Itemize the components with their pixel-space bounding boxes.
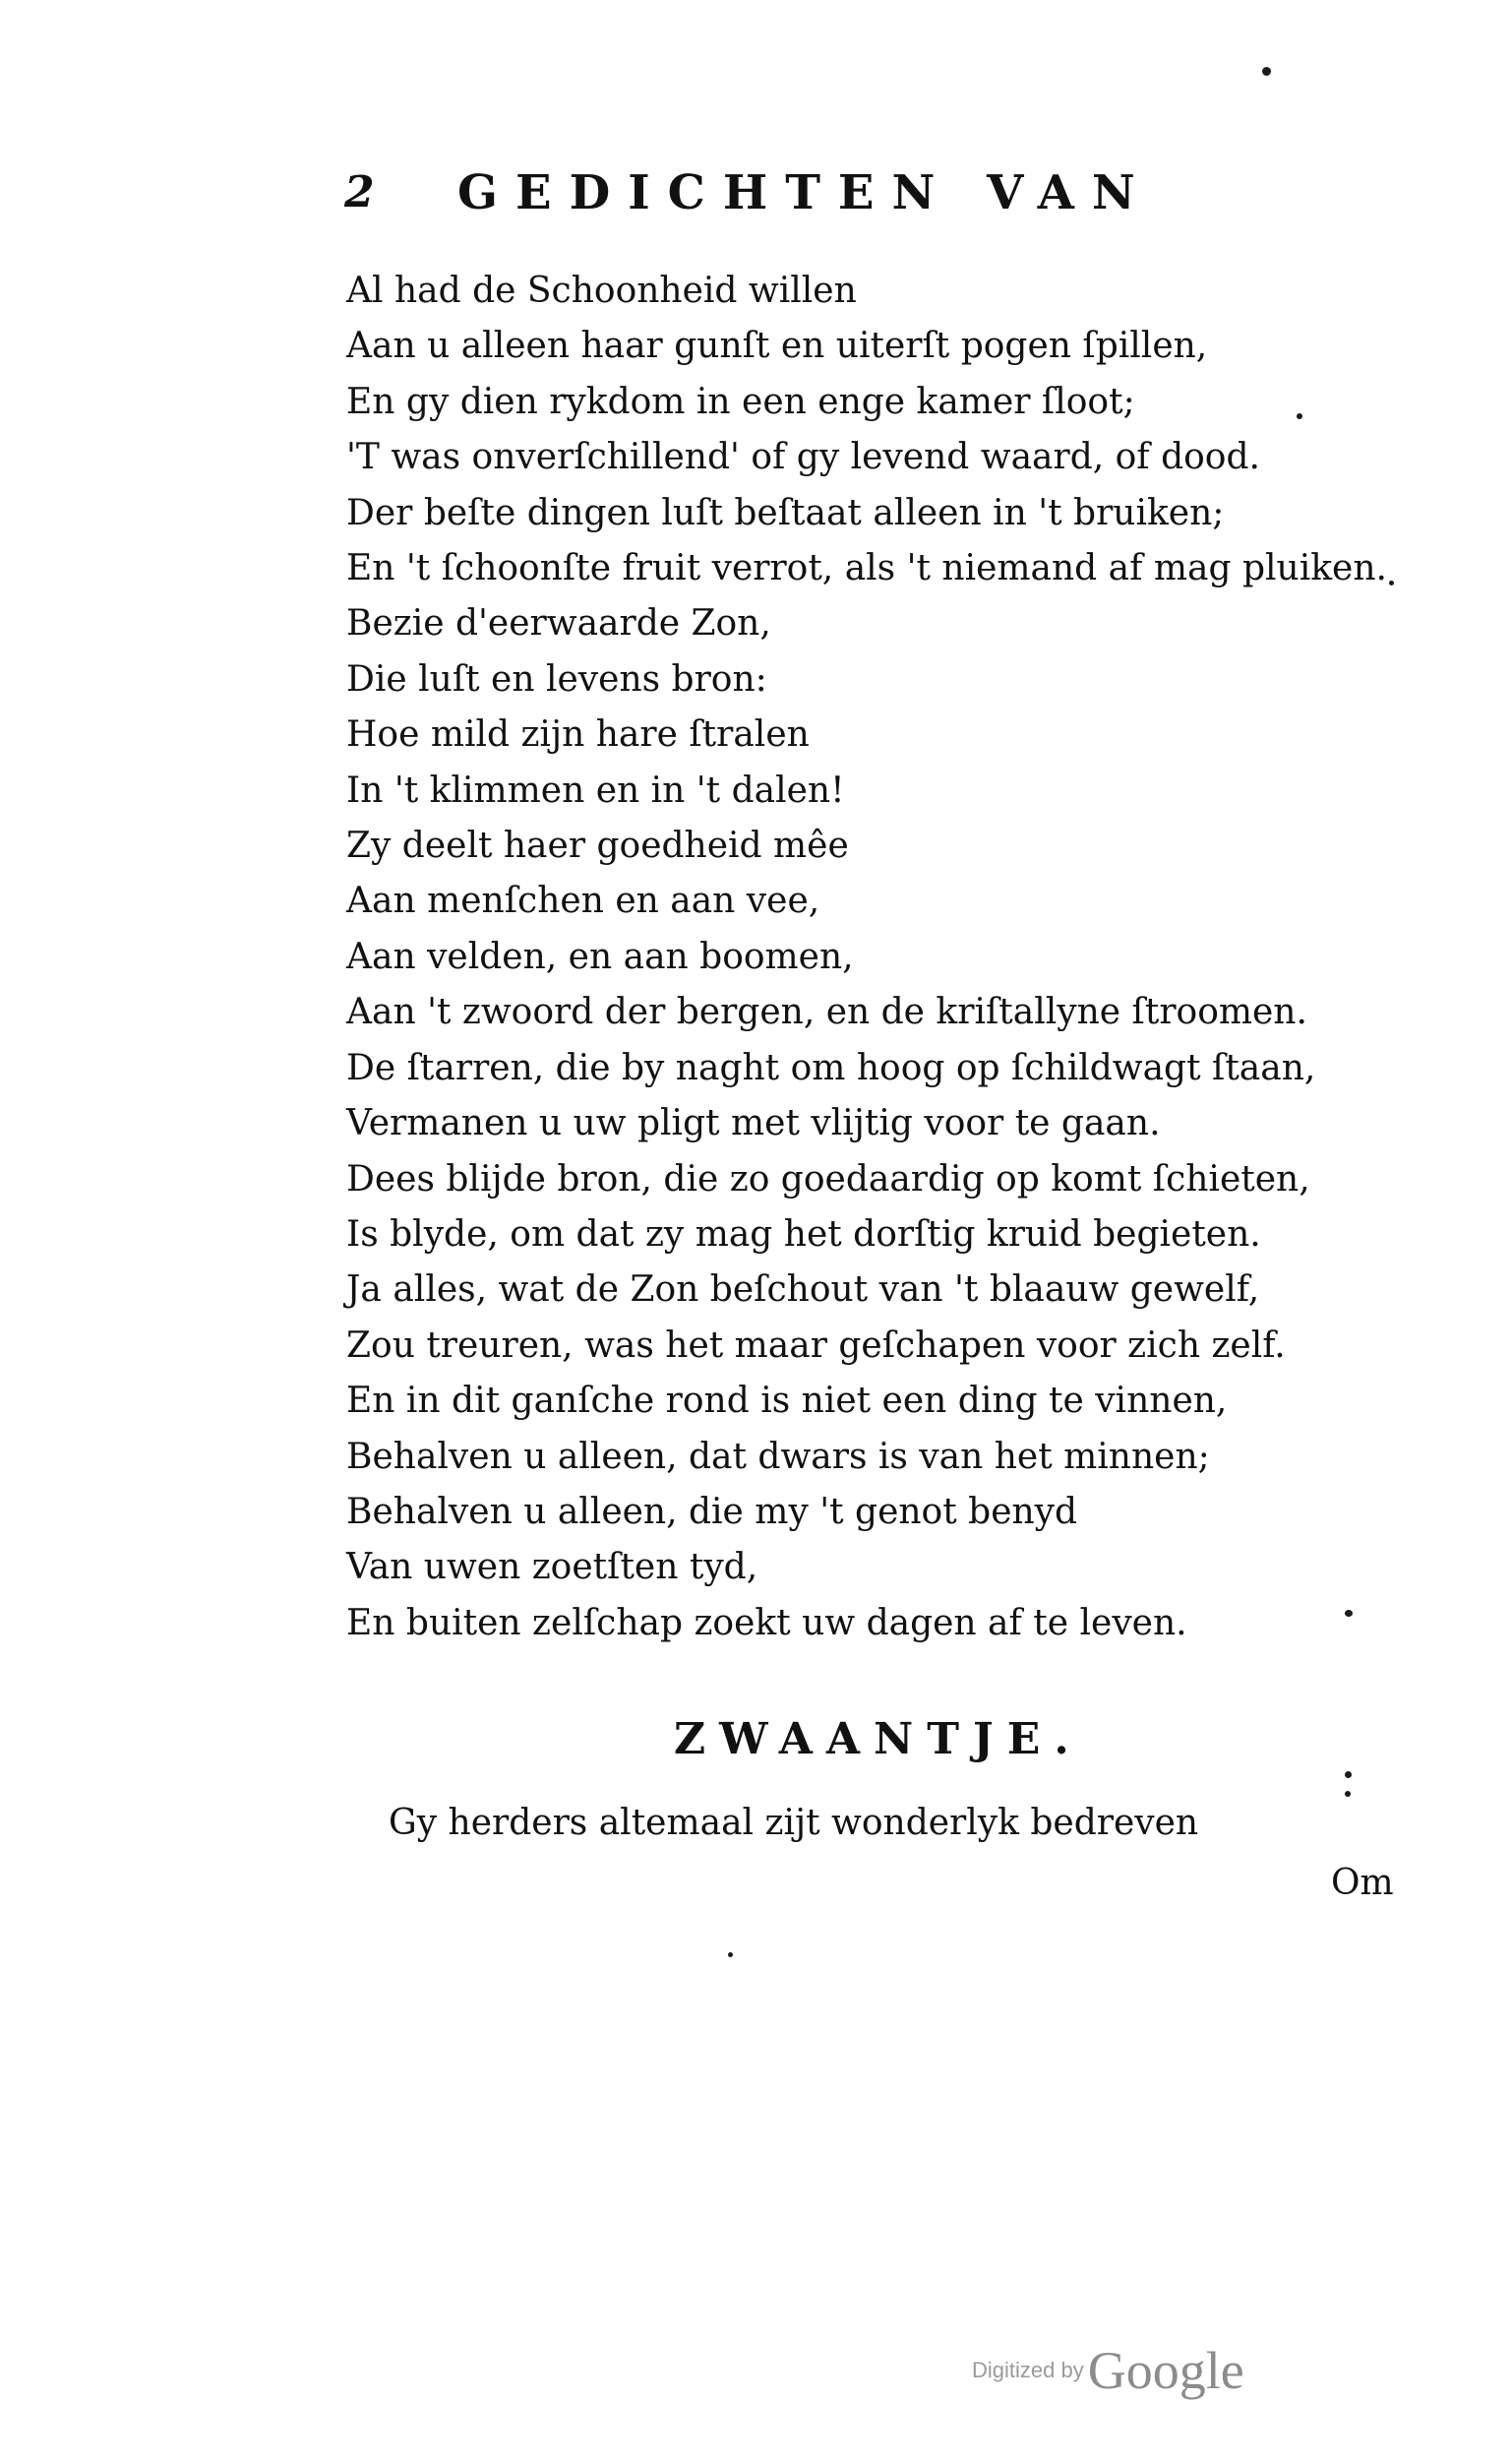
poem-line: Die luſt en levens bron: [346, 658, 767, 700]
watermark-small-text: Digitized by [972, 2358, 1084, 2382]
digitized-watermark [972, 2340, 1244, 2401]
poem-line: Bezie d'eerwaarde Zon, [346, 603, 771, 645]
catchword: Om [1331, 1863, 1394, 1903]
poem-line: Ja alles, wat de Zon beſchout van 't blaauw gewelf, [346, 1269, 1260, 1311]
poem-line: Dees blijde bron, die zo goedaardig op komt ſchieten, [346, 1158, 1310, 1200]
poem-line: Aan 't zwoord der bergen, en de kriſtallyne ſtroomen. [346, 992, 1307, 1033]
poem-line: Aan menſchen en aan vee, [346, 881, 820, 922]
ink-speck [1345, 1791, 1351, 1797]
running-head: GEDICHTEN VAN [457, 165, 1153, 220]
poem-line: Van uwen zoetſten tyd, [346, 1547, 758, 1588]
ink-speck [1345, 1771, 1352, 1778]
poem-line: 'T was onverſchillend' of gy levend waard, of dood. [346, 437, 1260, 478]
poem-line: En buiten zelſchap zoekt uw dagen af te leven. [346, 1602, 1187, 1643]
ink-speck [1262, 67, 1271, 76]
poem-line: Zou treuren, was het maar geſchapen voor zich zelf. [346, 1324, 1286, 1366]
poem-line: En 't ſchoonſte fruit verrot, als 't niemand af mag pluiken. [346, 548, 1387, 589]
poem-line: Vermanen u uw pligt met vlijtig voor te gaan. [346, 1103, 1161, 1144]
ink-speck [1389, 581, 1394, 585]
poem-line: Behalven u alleen, dat dwars is van het minnen; [346, 1436, 1210, 1477]
watermark-brand: Google [1087, 2341, 1244, 2400]
poem-line: Zy deelt haer goedheid mêe [346, 826, 849, 867]
poem-line: Al had de Schoonheid willen [346, 271, 857, 311]
poem-line: En in dit ganſche rond is niet een ding te vinnen, [346, 1381, 1228, 1422]
section-first-line: Gy herders altemaal zijt wonderlyk bedreven [389, 1803, 1199, 1843]
poem-line: Behalven u alleen, die my 't genot benyd [346, 1491, 1078, 1532]
ink-speck [1297, 413, 1302, 419]
poem-line: Aan u alleen haar gunſt en uiterſt pogen ſpillen, [346, 326, 1208, 367]
section-heading: ZWAANTJE. [674, 1714, 1083, 1764]
poem-body [346, 264, 1428, 1651]
poem-line: In 't klimmen en in 't dalen! [346, 769, 845, 811]
poem-line: Der beſte dingen luſt beſtaat alleen in 't bruiken; [346, 492, 1225, 533]
ink-speck [728, 1952, 733, 1957]
poem-line: De ſtarren, die by naght om hoog op ſchildwagt ſtaan, [346, 1047, 1316, 1088]
ink-speck [1345, 1610, 1353, 1617]
poem-line: Is blyde, om dat zy mag het dorſtig kruid begieten. [346, 1213, 1261, 1255]
poem-line: Aan velden, en aan boomen, [346, 936, 854, 977]
page-number: 2 [344, 167, 375, 217]
poem-line: En gy dien rykdom in een enge kamer ſloot; [346, 381, 1135, 422]
poem-line: Hoe mild zijn hare ſtralen [346, 714, 810, 756]
